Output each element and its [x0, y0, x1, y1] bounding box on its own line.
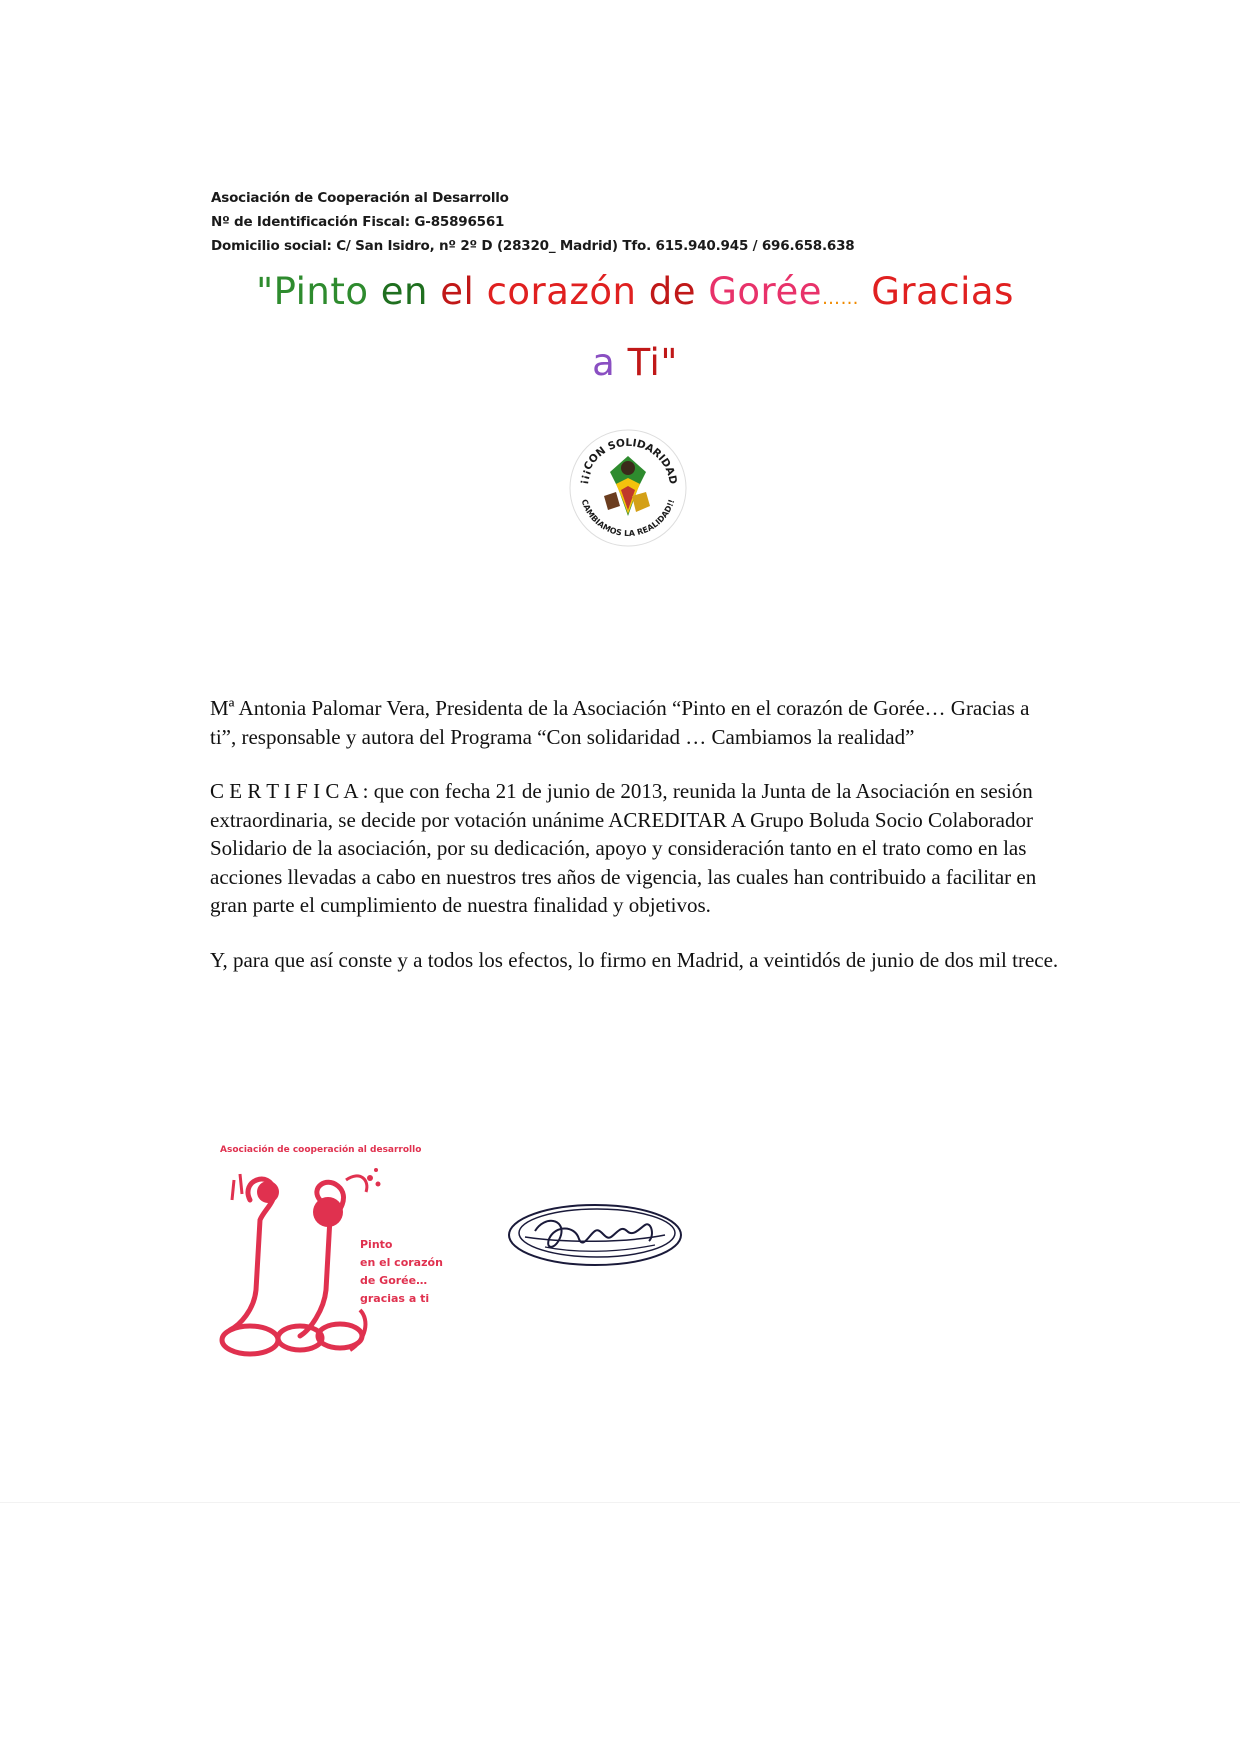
motto-word-de: de — [648, 270, 696, 313]
certifica-paragraph: C E R T I F I C A : que con fecha 21 de junio de 2013, reunida la Junta de la Asociación en sesión extraordinaria, se decide por votación unánime ACREDITAR A Grupo Boluda Socio Colaborador Solidario de la asociación, por su dedicación, apoyo y consideración tanto en el trato como en las acciones llevadas a cabo en nuestros tres años de vigencia, las cuales han contribuido a facilitar en gran parte el cumplimiento de nuestra finalidad y objetivos. — [210, 779, 1037, 917]
motto-word-en: en — [380, 270, 428, 313]
con-solidaridad-logo — [566, 426, 690, 550]
association-stamp — [210, 1140, 480, 1380]
motto-word-corazon: corazón — [486, 270, 637, 313]
svg-text:gracias a ti: gracias a ti — [360, 1292, 430, 1305]
motto-word-goree: Gorée — [708, 270, 822, 313]
org-name: Asociación de Cooperación al Desarrollo — [211, 190, 509, 206]
motto-open-quote: " — [256, 270, 274, 313]
svg-text:en el corazón: en el corazón — [360, 1256, 443, 1269]
motto-title — [205, 260, 1065, 395]
svg-text:¡¡¡CON SOLIDARIDAD: ¡¡¡CON SOLIDARIDAD — [577, 436, 679, 486]
svg-text:de Gorée…: de Gorée… — [360, 1274, 428, 1287]
svg-text:CAMBIAMOS LA REALIDAD!!: CAMBIAMOS LA REALIDAD!! — [579, 498, 677, 539]
motto-close-quote: " — [660, 341, 678, 384]
handwritten-signature — [505, 1195, 685, 1275]
motto-word-ti: Ti — [627, 341, 661, 384]
certificate-body — [210, 694, 1060, 1000]
motto-line-2 — [205, 331, 1065, 395]
motto-word-gracias: Gracias — [871, 270, 1014, 313]
letterhead — [211, 186, 854, 258]
address: Domicilio social: C/ San Isidro, nº 2º D (28320_ Madrid) Tfo. 615.940.945 / 696.658.638 — [211, 238, 855, 254]
tax-id: Nº de Identificación Fiscal: G-85896561 — [211, 214, 505, 230]
svg-text:Asociación de cooperación al d: Asociación de cooperación al desarrollo — [220, 1145, 422, 1155]
motto-word-pinto: Pinto — [273, 270, 369, 313]
motto-dots: …… — [821, 288, 859, 309]
motto-word-a: a — [592, 341, 616, 384]
closing-paragraph: Y, para que así conste y a todos los efectos, lo firmo en Madrid, a veintidós de junio de dos mil trece. — [210, 947, 1059, 972]
motto-word-el: el — [440, 270, 475, 313]
svg-text:Pinto: Pinto — [360, 1238, 393, 1251]
page-divider — [0, 1502, 1240, 1503]
president-paragraph: Mª Antonia Palomar Vera, Presidenta de la Asociación “Pinto en el corazón de Gorée… Gracias a ti”, responsable y autora del Programa “Con solidaridad … Cambiamos la realidad” — [210, 696, 1030, 749]
